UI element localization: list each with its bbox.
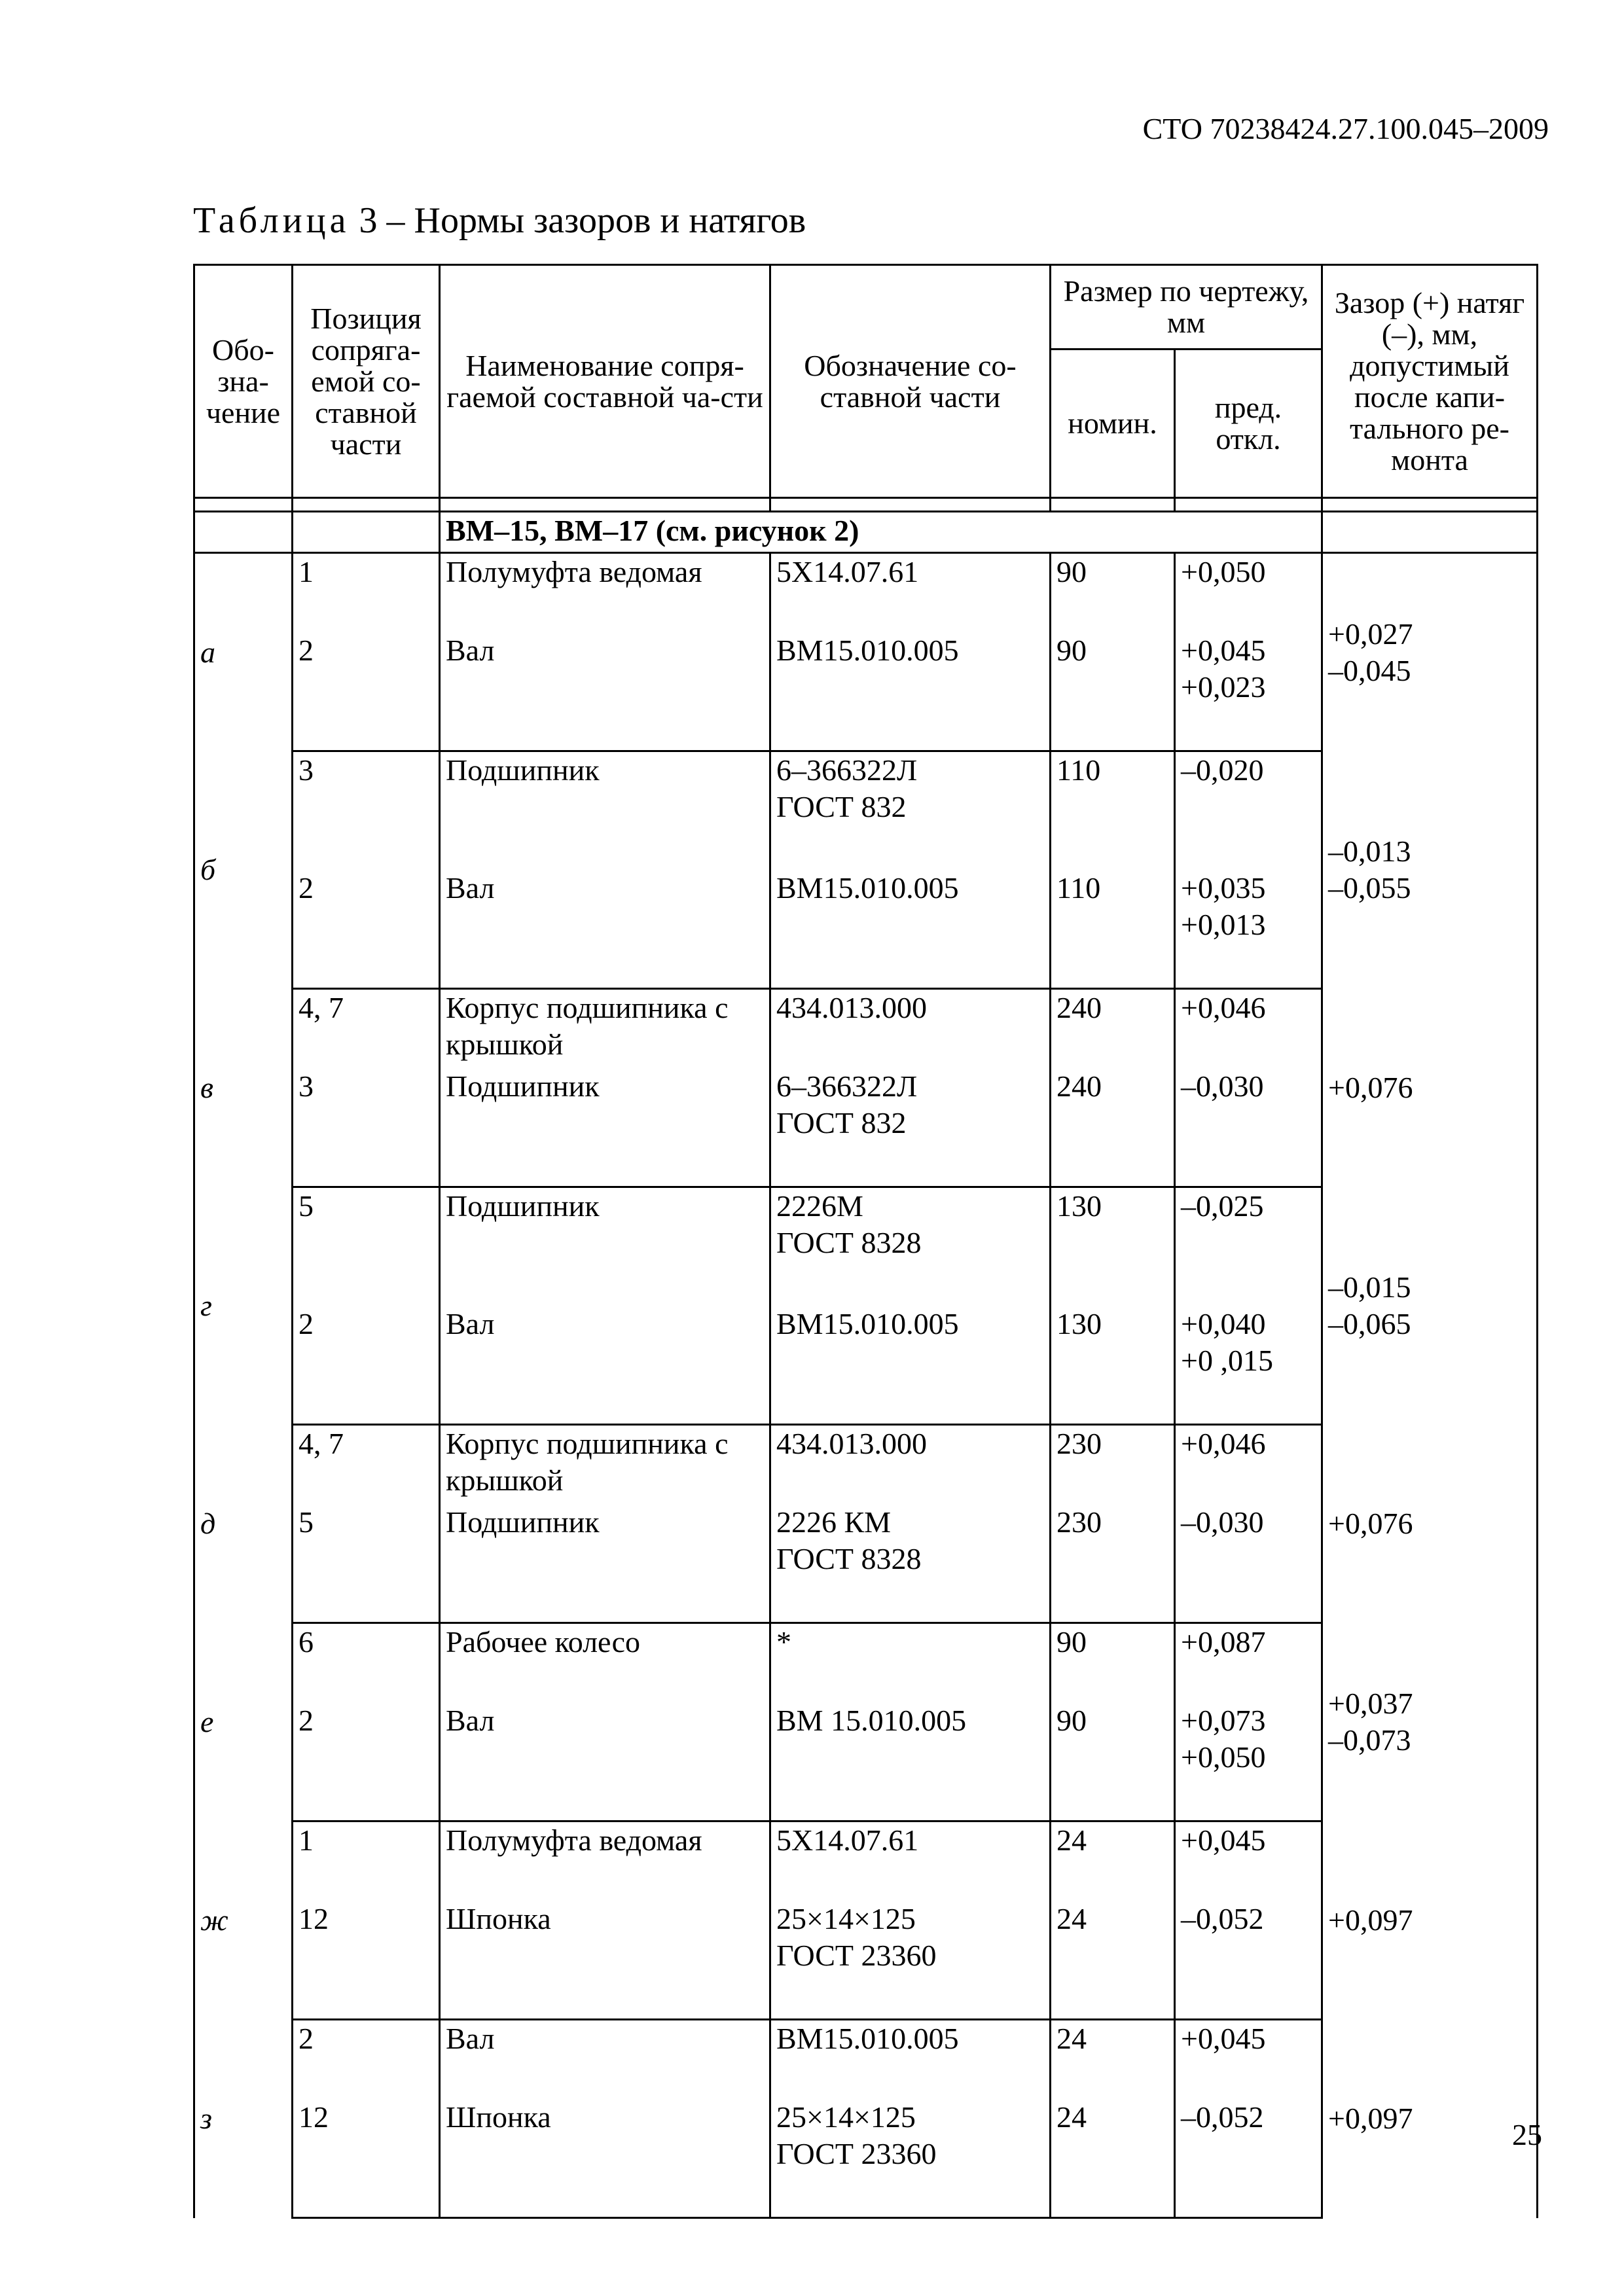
cell-deviation: +0,073 +0,050 bbox=[1175, 1702, 1322, 1821]
cell-part-name: Вал bbox=[440, 870, 770, 989]
section-row bbox=[194, 512, 1538, 553]
cell-part-name: Вал bbox=[440, 632, 770, 751]
cell-part-designation: ВМ15.010.005 bbox=[770, 1306, 1051, 1425]
cell-part-name: Подшипник bbox=[440, 751, 770, 870]
cell-part-designation: 434.013.000 bbox=[770, 1425, 1051, 1505]
cell-position: 1 bbox=[293, 1821, 440, 1901]
header-drawing-size: Размер по чертежу, мм bbox=[1051, 265, 1322, 350]
cell-position: 12 bbox=[293, 2099, 440, 2218]
cell-part-designation: * bbox=[770, 1623, 1051, 1703]
cell-position: 2 bbox=[293, 2020, 440, 2100]
cell-part-name: Корпус подшипника с крышкой bbox=[440, 1425, 770, 1505]
cell-deviation: +0,045 bbox=[1175, 2020, 1322, 2100]
table-title-label: Таблица bbox=[193, 200, 350, 241]
table-row bbox=[194, 553, 1538, 633]
header-clearance: Зазор (+) натяг (–), мм, допустимый после капи-тального ре-монта bbox=[1322, 265, 1538, 498]
header-separator bbox=[194, 498, 1538, 512]
cell-position: 2 bbox=[293, 870, 440, 989]
row-designation-code: а bbox=[194, 553, 293, 751]
cell-part-name: Корпус подшипника с крышкой bbox=[440, 989, 770, 1069]
header-nominal: номин. bbox=[1051, 350, 1175, 498]
cell-deviation: –0,030 bbox=[1175, 1504, 1322, 1623]
cell-part-name: Подшипник bbox=[440, 1504, 770, 1623]
cell-deviation: +0,045 bbox=[1175, 1821, 1322, 1901]
cell-deviation: +0,087 bbox=[1175, 1623, 1322, 1703]
cell-deviation: –0,020 bbox=[1175, 751, 1322, 870]
cell-nominal-size: 24 bbox=[1051, 1901, 1175, 2020]
cell-nominal-size: 130 bbox=[1051, 1306, 1175, 1425]
cell-clearance: +0,037 –0,073 bbox=[1322, 1623, 1538, 1821]
table-body bbox=[194, 498, 1538, 2218]
table-header bbox=[194, 265, 1538, 498]
cell-part-designation: 25×14×125 ГОСТ 23360 bbox=[770, 1901, 1051, 2020]
cell-nominal-size: 24 bbox=[1051, 2020, 1175, 2100]
cell-position: 6 bbox=[293, 1623, 440, 1703]
cell-part-designation: ВМ15.010.005 bbox=[770, 2020, 1051, 2100]
cell-part-designation: 434.013.000 bbox=[770, 989, 1051, 1069]
table-row bbox=[194, 989, 1538, 1069]
cell-part-designation: 2226 КМ ГОСТ 8328 bbox=[770, 1504, 1051, 1623]
table-row bbox=[194, 1623, 1538, 1703]
header-deviation: пред. откл. bbox=[1175, 350, 1322, 498]
cell-deviation: +0,046 bbox=[1175, 1425, 1322, 1505]
header-part-name: Наименование сопря-гаемой составной ча-сти bbox=[440, 265, 770, 498]
cell-deviation: +0,050 bbox=[1175, 553, 1322, 633]
cell-nominal-size: 90 bbox=[1051, 1623, 1175, 1703]
cell-clearance: +0,076 bbox=[1322, 989, 1538, 1187]
row-designation-code: д bbox=[194, 1425, 293, 1623]
cell-nominal-size: 230 bbox=[1051, 1504, 1175, 1623]
cell-part-designation: 6–366322Л ГОСТ 832 bbox=[770, 751, 1051, 870]
cell-deviation: –0,030 bbox=[1175, 1068, 1322, 1187]
row-designation-code: з bbox=[194, 2020, 293, 2218]
cell-part-designation: ВМ15.010.005 bbox=[770, 632, 1051, 751]
cell-nominal-size: 24 bbox=[1051, 2099, 1175, 2218]
cell-clearance: +0,076 bbox=[1322, 1425, 1538, 1623]
cell-nominal-size: 24 bbox=[1051, 1821, 1175, 1901]
table-row bbox=[194, 1821, 1538, 1901]
cell-position: 12 bbox=[293, 1901, 440, 2020]
cell-nominal-size: 240 bbox=[1051, 989, 1175, 1069]
cell-nominal-size: 240 bbox=[1051, 1068, 1175, 1187]
cell-nominal-size: 110 bbox=[1051, 870, 1175, 989]
cell-clearance: +0,097 bbox=[1322, 1821, 1538, 2020]
row-designation-code: ж bbox=[194, 1821, 293, 2020]
cell-part-designation: 5Х14.07.61 bbox=[770, 553, 1051, 633]
cell-position: 2 bbox=[293, 1702, 440, 1821]
row-designation-code: б bbox=[194, 751, 293, 989]
cell-deviation: +0,040 +0 ,015 bbox=[1175, 1306, 1322, 1425]
page-number: 25 bbox=[1512, 2118, 1542, 2151]
cell-clearance: –0,015 –0,065 bbox=[1322, 1187, 1538, 1425]
table-title bbox=[193, 200, 806, 242]
cell-part-name: Шпонка bbox=[440, 2099, 770, 2218]
norms-table bbox=[193, 264, 1538, 2219]
cell-part-name: Вал bbox=[440, 2020, 770, 2100]
cell-part-name: Полумуфта ведомая bbox=[440, 1821, 770, 1901]
row-designation-code: г bbox=[194, 1187, 293, 1425]
cell-part-name: Вал bbox=[440, 1702, 770, 1821]
cell-clearance: +0,027 –0,045 bbox=[1322, 553, 1538, 751]
cell-part-designation: 2226М ГОСТ 8328 bbox=[770, 1187, 1051, 1306]
cell-part-designation: ВМ15.010.005 bbox=[770, 870, 1051, 989]
cell-deviation: –0,025 bbox=[1175, 1187, 1322, 1306]
table-row bbox=[194, 1425, 1538, 1505]
cell-position: 1 bbox=[293, 553, 440, 633]
cell-nominal-size: 110 bbox=[1051, 751, 1175, 870]
cell-part-designation: 25×14×125 ГОСТ 23360 bbox=[770, 2099, 1051, 2218]
cell-position: 4, 7 bbox=[293, 989, 440, 1069]
cell-position: 3 bbox=[293, 751, 440, 870]
cell-part-name: Шпонка bbox=[440, 1901, 770, 2020]
section-title: ВМ–15, ВМ–17 (см. рисунок 2) bbox=[440, 512, 1322, 553]
cell-part-designation: ВМ 15.010.005 bbox=[770, 1702, 1051, 1821]
cell-position: 2 bbox=[293, 1306, 440, 1425]
cell-part-name: Вал bbox=[440, 1306, 770, 1425]
header-position: Позиция сопряга-емой со-ставной части bbox=[293, 265, 440, 498]
table-title-text: 3 – Нормы зазоров и натягов bbox=[350, 200, 806, 241]
cell-clearance: +0,097 bbox=[1322, 2020, 1538, 2218]
cell-part-designation: 6–366322Л ГОСТ 832 bbox=[770, 1068, 1051, 1187]
cell-position: 5 bbox=[293, 1187, 440, 1306]
cell-part-name: Полумуфта ведомая bbox=[440, 553, 770, 633]
cell-position: 3 bbox=[293, 1068, 440, 1187]
row-designation-code: е bbox=[194, 1623, 293, 1821]
table-row bbox=[194, 2020, 1538, 2100]
table-row bbox=[194, 1187, 1538, 1306]
cell-deviation: –0,052 bbox=[1175, 2099, 1322, 2218]
cell-deviation: +0,035 +0,013 bbox=[1175, 870, 1322, 989]
cell-nominal-size: 90 bbox=[1051, 553, 1175, 633]
document-code: СТО 70238424.27.100.045–2009 bbox=[1142, 112, 1549, 145]
cell-deviation: –0,052 bbox=[1175, 1901, 1322, 2020]
cell-part-name: Рабочее колесо bbox=[440, 1623, 770, 1703]
cell-part-designation: 5Х14.07.61 bbox=[770, 1821, 1051, 1901]
row-designation-code: в bbox=[194, 989, 293, 1187]
cell-nominal-size: 90 bbox=[1051, 632, 1175, 751]
cell-part-name: Подшипник bbox=[440, 1187, 770, 1306]
cell-position: 5 bbox=[293, 1504, 440, 1623]
cell-position: 4, 7 bbox=[293, 1425, 440, 1505]
cell-deviation: +0,046 bbox=[1175, 989, 1322, 1069]
table-row bbox=[194, 751, 1538, 870]
cell-part-name: Подшипник bbox=[440, 1068, 770, 1187]
cell-nominal-size: 130 bbox=[1051, 1187, 1175, 1306]
cell-nominal-size: 230 bbox=[1051, 1425, 1175, 1505]
header-part-designation: Обозначение со-ставной части bbox=[770, 265, 1051, 498]
cell-nominal-size: 90 bbox=[1051, 1702, 1175, 1821]
header-designation: Обо-зна-чение bbox=[194, 265, 293, 498]
cell-deviation: +0,045 +0,023 bbox=[1175, 632, 1322, 751]
cell-clearance: –0,013 –0,055 bbox=[1322, 751, 1538, 989]
cell-position: 2 bbox=[293, 632, 440, 751]
